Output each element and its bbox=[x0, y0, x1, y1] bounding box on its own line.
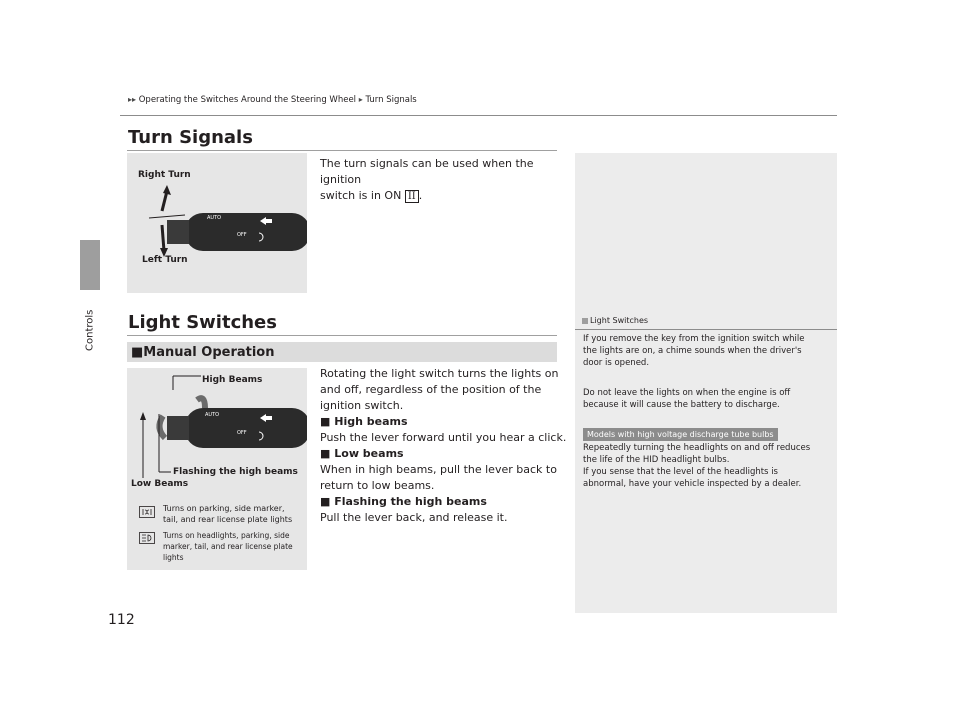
high-beam-push-arrow-icon bbox=[197, 398, 205, 408]
note-panel bbox=[575, 153, 837, 613]
legend-headlights-line1: Turns on headlights, parking, side bbox=[163, 531, 290, 540]
turn-signals-text-line1: The turn signals can be used when the ignition bbox=[320, 157, 534, 186]
page-number: 112 bbox=[108, 612, 135, 628]
left-turn-label: Left Turn bbox=[142, 255, 188, 265]
breadcrumb-item-page[interactable]: Turn Signals bbox=[365, 95, 417, 105]
lever-stalk bbox=[185, 408, 307, 448]
lever-mark-off: OFF bbox=[237, 232, 247, 238]
flashing-heading: ■ Flashing the high beams bbox=[320, 495, 487, 508]
legend-headlights-line3: lights bbox=[163, 553, 184, 562]
light-switches-heading: Light Switches bbox=[128, 312, 277, 333]
low-beams-heading-text: Low beams bbox=[334, 447, 404, 460]
legend-headlights-line2: marker, tail, and rear license plate bbox=[163, 542, 293, 551]
ignition-key-position: II bbox=[405, 190, 419, 203]
section-tab-marker bbox=[80, 240, 100, 290]
breadcrumb-arrow-icon: ▸▸ bbox=[128, 95, 137, 104]
turn-signals-heading: Turn Signals bbox=[128, 127, 253, 148]
header-divider bbox=[120, 115, 837, 116]
manual-operation-subheading bbox=[127, 342, 557, 362]
flashing-high-beams-label: Flashing the high beams bbox=[173, 467, 298, 477]
note-p1-line1: If you remove the key from the ignition switch while bbox=[583, 334, 805, 344]
low-beams-line2: return to low beams. bbox=[320, 479, 435, 492]
breadcrumb-item-section[interactable]: Operating the Switches Around the Steering Wheel bbox=[138, 95, 357, 105]
note-title bbox=[582, 316, 648, 325]
low-beams-line1: When in high beams, pull the lever back to bbox=[320, 463, 557, 476]
right-turn-arrow-icon bbox=[162, 191, 167, 211]
note-p3-line1: Repeatedly turning the headlights on and off reduces bbox=[583, 443, 811, 453]
note-title-rule bbox=[575, 329, 837, 330]
legend-headlights-text bbox=[163, 530, 293, 563]
lever-base bbox=[167, 416, 189, 440]
intro-line2: and off, regardless of the position of the bbox=[320, 383, 542, 396]
lever-base bbox=[167, 220, 189, 244]
high-beams-label: High Beams bbox=[202, 375, 263, 385]
model-applicability-badge: Models with high voltage discharge tube bulbs bbox=[583, 428, 778, 441]
legend-parking-line1: Turns on parking, side marker, bbox=[163, 504, 285, 513]
note-p1-line3: door is opened. bbox=[583, 358, 650, 368]
note-title-text: Light Switches bbox=[590, 316, 649, 325]
intro-line3: ignition switch. bbox=[320, 399, 404, 412]
lever-pointer-line bbox=[149, 215, 185, 218]
legend-parking-lights-text bbox=[163, 503, 292, 525]
low-beams-label: Low Beams bbox=[131, 479, 189, 489]
flashing-text: Pull the lever back, and release it. bbox=[320, 511, 508, 524]
note-paragraph-3 bbox=[583, 442, 831, 490]
note-paragraph-1 bbox=[583, 333, 831, 369]
manual-operation-label: Manual Operation bbox=[143, 344, 275, 360]
lever-mark-auto: AUTO bbox=[205, 412, 220, 418]
high-beams-heading-text: High beams bbox=[334, 415, 408, 428]
note-p3-line3: If you sense that the level of the headlights is bbox=[583, 467, 778, 477]
high-beams-text: Push the lever forward until you hear a click. bbox=[320, 431, 567, 444]
note-p2-line1: Do not leave the lights on when the engine is off bbox=[583, 388, 791, 398]
turn-signals-heading-rule bbox=[127, 150, 557, 151]
subheading-square-icon: ■ bbox=[131, 344, 144, 360]
right-turn-arrowhead-icon bbox=[163, 185, 171, 195]
note-paragraph-2 bbox=[583, 387, 831, 411]
light-switches-heading-rule bbox=[127, 335, 557, 336]
note-marker-icon bbox=[582, 318, 588, 324]
parking-lights-symbol-icon bbox=[139, 506, 155, 518]
legend-parking-line2: tail, and rear license plate lights bbox=[163, 515, 293, 524]
turn-signals-text-line2: switch is in ON II . bbox=[320, 189, 423, 202]
lever-mark-off: OFF bbox=[237, 430, 247, 436]
note-p3-line4: abnormal, have your vehicle inspected by a dealer. bbox=[583, 479, 802, 489]
low-beams-arrowhead-icon bbox=[140, 412, 146, 420]
turn-signals-text bbox=[320, 156, 565, 204]
lever-mark-auto: AUTO bbox=[207, 215, 222, 221]
section-tab-label: Controls bbox=[84, 309, 96, 351]
breadcrumb-arrow-icon: ▸ bbox=[358, 95, 363, 104]
high-beams-heading: ■ High beams bbox=[320, 415, 408, 428]
note-p2-line2: because it will cause the battery to discharge. bbox=[583, 400, 780, 410]
note-p3-line2: the life of the HID headlight bulbs. bbox=[583, 455, 730, 465]
turn-signals-text-line2-prefix: switch is in ON bbox=[320, 189, 402, 202]
right-turn-label: Right Turn bbox=[138, 170, 191, 180]
headlights-symbol-icon bbox=[139, 532, 155, 544]
breadcrumb bbox=[128, 95, 417, 105]
flashing-heading-text: Flashing the high beams bbox=[334, 495, 487, 508]
light-switches-text bbox=[320, 366, 570, 526]
note-p1-line2: the lights are on, a chime sounds when the driver's bbox=[583, 346, 802, 356]
low-beams-heading: ■ Low beams bbox=[320, 447, 404, 460]
left-turn-arrow-icon bbox=[162, 225, 164, 251]
intro-line1: Rotating the light switch turns the lights on bbox=[320, 367, 559, 380]
flashing-pull-arrow-icon bbox=[159, 416, 165, 438]
